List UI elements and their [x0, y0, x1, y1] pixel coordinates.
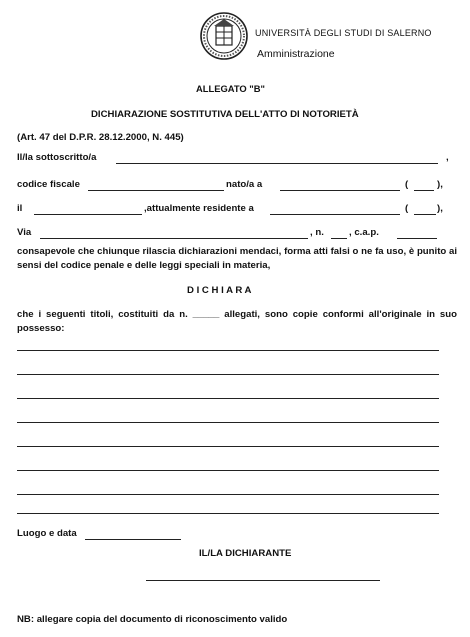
- annex-label: ALLEGATO "B": [196, 83, 265, 94]
- paren-open-2: (: [405, 203, 409, 214]
- university-seal-icon: [199, 6, 249, 68]
- document-title: DICHIARAZIONE SOSTITUTIVA DELL'ATTO DI NOTORIETÀ: [91, 109, 359, 120]
- signature-field[interactable]: [146, 580, 380, 581]
- blank-line[interactable]: [17, 470, 439, 471]
- number-label: , n.: [310, 227, 324, 238]
- birthdate-field[interactable]: [34, 214, 142, 215]
- place-date-field[interactable]: [85, 539, 181, 540]
- residence-field[interactable]: [270, 214, 400, 215]
- paren-close-2: ),: [437, 203, 443, 214]
- street-label: Via: [17, 227, 32, 238]
- university-name: UNIVERSITÀ DEGLI STUDI DI SALERNO: [255, 28, 432, 38]
- residence-label: ,attualmente residente a: [144, 203, 254, 214]
- blank-line[interactable]: [17, 398, 439, 399]
- birthplace-field[interactable]: [280, 190, 400, 191]
- born-label: nato/a a: [226, 179, 263, 190]
- street-field[interactable]: [40, 238, 308, 239]
- declares-heading: D I C H I A R A: [187, 285, 252, 296]
- blank-line[interactable]: [17, 446, 439, 447]
- blank-line[interactable]: [17, 494, 439, 495]
- blank-line[interactable]: [17, 350, 439, 351]
- paren-open: (: [405, 179, 409, 190]
- office-name: Amministrazione: [257, 48, 335, 60]
- undersigned-label: Il/la sottoscritto/a: [17, 152, 97, 163]
- street-number-field[interactable]: [331, 238, 347, 239]
- zip-field[interactable]: [397, 238, 437, 239]
- on-date-label: il: [17, 203, 23, 214]
- titles-sentence: che i seguenti titoli, costituiti da n. _____ allegati, sono copie conformi all'originale in suo possesso:: [17, 309, 457, 334]
- id-document-note: NB: allegare copia del documento di riconoscimento valido: [17, 614, 288, 625]
- blank-line[interactable]: [17, 422, 439, 423]
- blank-line[interactable]: [17, 374, 439, 375]
- tax-code-field[interactable]: [88, 190, 224, 191]
- blank-line[interactable]: [17, 513, 439, 514]
- paren-close: ),: [437, 179, 443, 190]
- tax-code-label: codice fiscale: [17, 179, 80, 190]
- law-reference: (Art. 47 del D.P.R. 28.12.2000, N. 445): [17, 132, 184, 143]
- zip-label: , c.a.p.: [349, 227, 379, 238]
- birth-province-field[interactable]: [414, 190, 434, 191]
- declarant-label: IL/LA DICHIARANTE: [199, 548, 292, 559]
- residence-province-field[interactable]: [414, 214, 436, 215]
- undersigned-field[interactable]: [116, 163, 438, 164]
- place-date-label: Luogo e data: [17, 528, 77, 539]
- undersigned-end: ,: [446, 152, 449, 163]
- awareness-paragraph: consapevole che chiunque rilascia dichiarazioni mendaci, forma atti falsi o ne fa uso, è punito ai sensi del codice penale e delle leggi speciali in materia,: [17, 246, 457, 271]
